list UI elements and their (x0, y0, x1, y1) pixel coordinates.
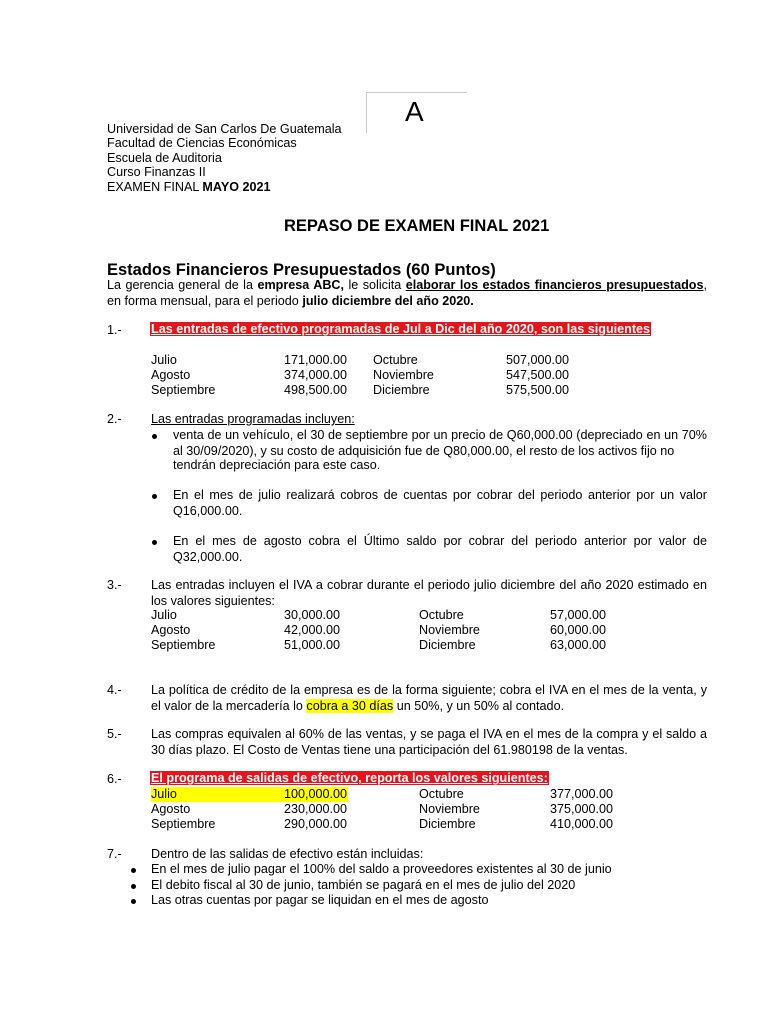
item-3-row-1-value-b: 57,000.00 (550, 608, 607, 622)
item-1-row-3-value-b: 575,500.00 (506, 383, 570, 397)
intro-company: empresa ABC, (257, 278, 345, 292)
header-school: Escuela de Auditoria (107, 151, 222, 165)
item-1-row-3-value-a: 498,500.00 (284, 383, 348, 397)
item-1-row-1-month-b: Octubre (373, 353, 418, 367)
intro-text-3: , en forma mensual, para el periodo (107, 278, 708, 308)
item-3-row-3-value-a: 51,000.00 (284, 638, 341, 652)
item-2-bullet-1: venta de un vehículo, el 30 de septiembre por un precio de Q60,000.00 (depreciado en un 70% al 30/09/2020), y su costo de adquisición fue de Q80,000.00, el resto de los activos fijo no (173, 428, 707, 458)
header-course: Curso Finanzas II (107, 165, 206, 179)
item-5-text: Las compras equivalen al 60% de las ventas, y se paga el IVA en el mes de la compra y el saldo a 30 días plazo. El Costo de Ventas tiene una participación del 61.980198 de la ventas. (151, 727, 707, 757)
header-exam (107, 180, 271, 195)
item-1-row-2-month-b: Noviembre (373, 368, 434, 382)
item-7-heading: Dentro de las salidas de efectivo están incluidas: (151, 847, 424, 861)
item-1-row-2-value-b: 547,500.00 (506, 368, 570, 382)
item-6-row-3-month-b: Diciembre (419, 817, 476, 831)
item-1-heading (150, 322, 651, 337)
bullet-icon (131, 899, 136, 904)
item-6-row-2-month-a: Agosto (151, 802, 191, 816)
item-7-bullet-3: Las otras cuentas por pagar se liquidan en el mes de agosto (151, 893, 489, 907)
item-3-row-3-month-b: Diciembre (419, 638, 476, 652)
header-university: Universidad de San Carlos De Guatemala (107, 122, 342, 136)
item-6-row-1-month-b: Octubre (419, 787, 464, 801)
item-4-text-1: La política de crédito de la empresa es de la forma siguiente; cobra el IVA en el mes de la venta, y el valor de la mercadería lo (151, 683, 707, 713)
item-1-row-3-month-a: Septiembre (151, 383, 216, 397)
page-title: REPASO DE EXAMEN FINAL 2021 (284, 217, 550, 235)
item-6-row-1-value-a: 100,000.00 (284, 787, 348, 801)
item-1-row-1-value-a: 171,000.00 (284, 353, 348, 367)
item-4-highlight: cobra a 30 días (306, 698, 394, 713)
item-3-row-1-month-a: Julio (151, 608, 177, 622)
bullet-icon (152, 494, 157, 499)
item-3-row-1-value-a: 30,000.00 (284, 608, 341, 622)
item-3-row-2-value-a: 42,000.00 (284, 623, 341, 637)
section-title: Estados Financieros Presupuestados (60 Puntos) (107, 261, 496, 279)
item-6-row-3-month-a: Septiembre (151, 817, 216, 831)
intro-text-1: La gerencia general de la (107, 278, 258, 292)
bullet-icon (152, 540, 157, 545)
item-6-row-2-value-b: 375,000.00 (550, 802, 614, 816)
item-6-row-3-value-a: 290,000.00 (284, 817, 348, 831)
item-3-row-2-month-b: Noviembre (419, 623, 480, 637)
exam-prefix: EXAMEN FINAL (107, 180, 203, 194)
item-3-number: 3.- (107, 578, 122, 592)
item-6-row-1-value-b: 377,000.00 (550, 787, 614, 801)
intro-text-2: le solicita (344, 278, 406, 292)
item-3-row-2-month-a: Agosto (151, 623, 191, 637)
item-2-number: 2.- (107, 412, 122, 426)
item-2-bullet-3: En el mes de agosto cobra el Último saldo por cobrar del periodo anterior por valor de Q32,000.00. (173, 534, 707, 564)
intro-paragraph (107, 278, 707, 309)
item-1-number: 1.- (107, 323, 122, 337)
item-4-text (151, 683, 707, 714)
item-6-number: 6.- (107, 772, 122, 786)
intro-period: julio diciembre del año 2020. (302, 293, 474, 308)
item-2-heading: Las entradas programadas incluyen: (151, 412, 355, 426)
item-1-row-1-month-a: Julio (151, 353, 177, 367)
item-6-heading-text: El programa de salidas de efectivo, reporta los valores siguientes: (151, 771, 548, 785)
intro-task: elaborar los estados financieros presupuestados (405, 278, 704, 292)
item-7-number: 7.- (107, 847, 122, 861)
item-1-row-2-value-a: 374,000.00 (284, 368, 348, 382)
bullet-icon (152, 434, 157, 439)
item-6-row-3-value-b: 410,000.00 (550, 817, 614, 831)
item-1-heading-text: Las entradas de efectivo programadas de Jul a Dic del año 2020, son las siguientes (151, 322, 651, 336)
item-3-row-2-value-b: 60,000.00 (550, 623, 607, 637)
bullet-icon (131, 868, 136, 873)
item-7-bullet-1: En el mes de julio pagar el 100% del saldo a proveedores existentes al 30 de junio (151, 862, 612, 876)
item-2-bullet-1-tail: tendrán depreciación para este caso. (173, 458, 381, 472)
header-faculty: Facultad de Ciencias Económicas (107, 136, 297, 150)
bullet-icon (131, 884, 136, 889)
item-6-row-1-month-a: Julio (151, 787, 177, 801)
item-3-row-3-value-b: 63,000.00 (550, 638, 607, 652)
item-2-bullet-2: En el mes de julio realizará cobros de cuentas por cobrar del periodo anterior por un valor Q16,000.00. (173, 488, 707, 518)
item-4-text-2: un 50%, y un 50% al contado. (393, 698, 565, 713)
item-4-number: 4.- (107, 683, 122, 697)
item-3-row-1-month-b: Octubre (419, 608, 464, 622)
item-6-row-2-month-b: Noviembre (419, 802, 480, 816)
exam-date: MAYO 2021 (202, 180, 271, 194)
item-1-row-1-value-b: 507,000.00 (506, 353, 570, 367)
item-7-bullet-2: El debito fiscal al 30 de junio, también se pagará en el mes de julio del 2020 (151, 878, 576, 892)
item-5-number: 5.- (107, 727, 122, 741)
item-3-row-3-month-a: Septiembre (151, 638, 216, 652)
item-6-row-2-value-a: 230,000.00 (284, 802, 348, 816)
item-3-text: Las entradas incluyen el IVA a cobrar durante el periodo julio diciembre del año 2020 estimado en los valores siguientes: (151, 578, 707, 608)
item-1-row-3-month-b: Diciembre (373, 383, 430, 397)
item-1-row-2-month-a: Agosto (151, 368, 191, 382)
logo-letter: A (405, 96, 424, 127)
item-6-heading (150, 771, 549, 786)
